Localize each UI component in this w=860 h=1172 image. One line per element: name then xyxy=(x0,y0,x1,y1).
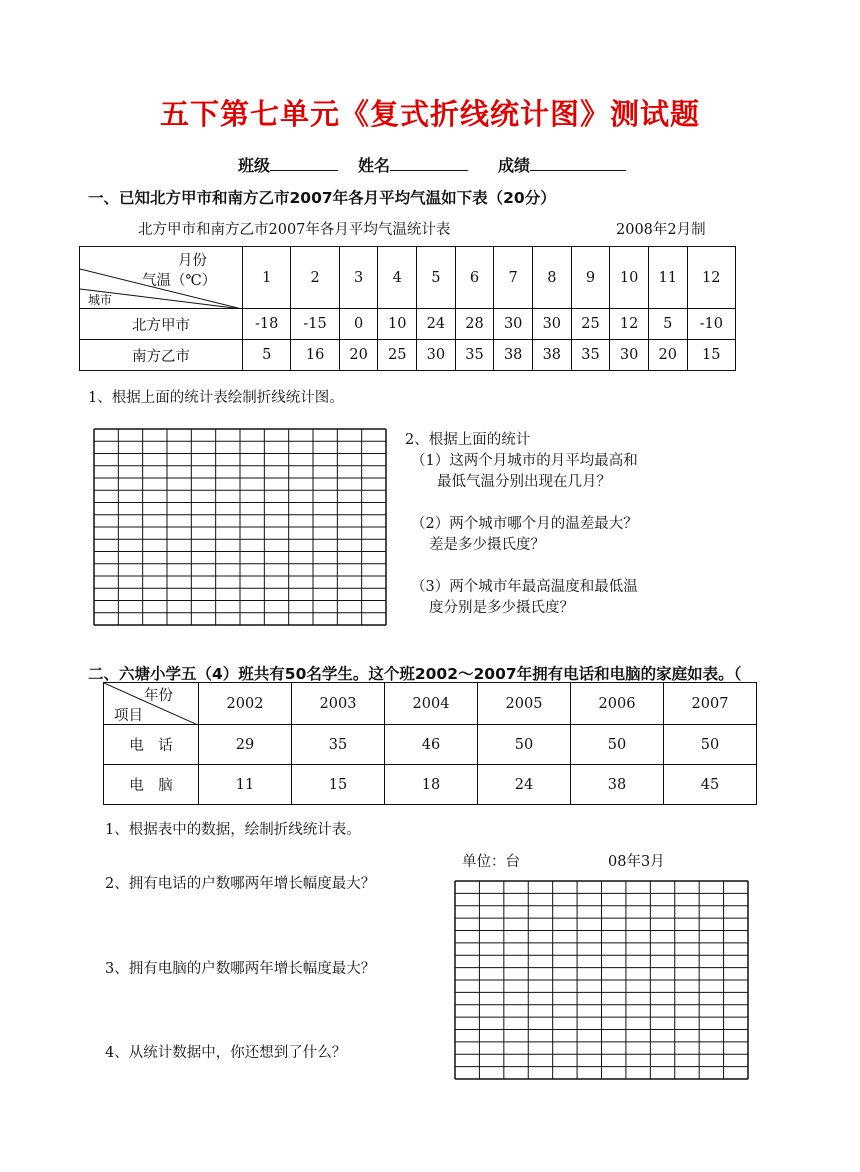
section2-q3: 3、拥有电脑的户数哪两年增长幅度最大？ xyxy=(105,961,376,977)
value-cell: 30 xyxy=(532,309,571,340)
month-cell: 7 xyxy=(494,247,533,309)
value-cell: 30 xyxy=(494,309,533,340)
value-cell: -10 xyxy=(687,309,735,340)
page-title: 五下第七单元《复式折线统计图》测试题 xyxy=(159,97,700,131)
header-month-label: 月份 xyxy=(178,253,207,269)
value-cell: 50 xyxy=(571,725,664,765)
value-cell: 24 xyxy=(478,765,571,805)
month-cell: 2 xyxy=(291,247,339,309)
drawing-grid-1[interactable] xyxy=(93,428,387,626)
score-blank[interactable] xyxy=(530,154,626,171)
section2-q2: 2、拥有电话的户数哪两年增长幅度最大？ xyxy=(105,876,376,892)
value-cell: 11 xyxy=(199,765,292,805)
year-cell: 2007 xyxy=(664,683,757,725)
header-temp-label: 气温（℃） xyxy=(142,273,217,289)
month-cell: 10 xyxy=(610,247,649,309)
value-cell: 38 xyxy=(494,340,533,371)
item-cell: 电 话 xyxy=(104,725,199,765)
year-cell: 2004 xyxy=(385,683,478,725)
value-cell: 25 xyxy=(378,340,417,371)
class-label: 班级 xyxy=(238,156,271,175)
value-cell: 15 xyxy=(687,340,735,371)
month-cell: 4 xyxy=(378,247,417,309)
month-cell: 9 xyxy=(571,247,610,309)
year-cell: 2003 xyxy=(292,683,385,725)
header-item-label: 项目 xyxy=(114,708,143,724)
value-cell: 16 xyxy=(291,340,339,371)
value-cell: 30 xyxy=(417,340,456,371)
table-row xyxy=(104,765,757,805)
value-cell: 38 xyxy=(532,340,571,371)
section1-q2-1b: 最低气温分别出现在几月？ xyxy=(437,474,611,490)
value-cell: 5 xyxy=(648,309,687,340)
section2-heading: 二、六塘小学五（4）班共有50名学生。这个班2002～2007年拥有电话和电脑的家庭如表。（ xyxy=(88,665,742,683)
value-cell: 29 xyxy=(199,725,292,765)
score-label: 成绩 xyxy=(498,156,531,175)
month-cell: 12 xyxy=(687,247,735,309)
item-cell: 电 脑 xyxy=(104,765,199,805)
value-cell: 15 xyxy=(292,765,385,805)
value-cell: 12 xyxy=(610,309,649,340)
value-cell: 38 xyxy=(571,765,664,805)
value-cell: -18 xyxy=(243,309,291,340)
value-cell: 18 xyxy=(385,765,478,805)
score-field[interactable] xyxy=(498,153,626,176)
value-cell: 20 xyxy=(339,340,378,371)
city-cell: 南方乙市 xyxy=(80,340,243,371)
month-cell: 11 xyxy=(648,247,687,309)
table1-date: 2008年2月制 xyxy=(616,222,706,238)
header-year-label: 年份 xyxy=(144,688,173,704)
section1-q2-2b: 差是多少摄氏度？ xyxy=(429,537,545,553)
section1-q2-2a: （2）两个城市哪个月的温差最大？ xyxy=(411,516,638,532)
year-cell: 2006 xyxy=(571,683,664,725)
temperature-table xyxy=(79,246,736,371)
name-field[interactable] xyxy=(358,153,468,176)
section2-unit: 单位：台 xyxy=(462,854,520,870)
value-cell: 10 xyxy=(378,309,417,340)
table-row xyxy=(80,309,736,340)
value-cell: 0 xyxy=(339,309,378,340)
value-cell: 50 xyxy=(478,725,571,765)
value-cell: 46 xyxy=(385,725,478,765)
section1-q2-title: 2、根据上面的统计 xyxy=(405,432,531,448)
value-cell: 35 xyxy=(571,340,610,371)
value-cell: 24 xyxy=(417,309,456,340)
class-field[interactable] xyxy=(238,153,338,176)
section1-q2-3b: 度分别是多少摄氏度？ xyxy=(429,600,574,616)
value-cell: 45 xyxy=(664,765,757,805)
year-cell: 2005 xyxy=(478,683,571,725)
header-city-label: 城市 xyxy=(88,293,113,307)
value-cell: 28 xyxy=(455,309,494,340)
section1-q2-1a: （1）这两个月城市的月平均最高和 xyxy=(411,453,638,469)
city-cell: 北方甲市 xyxy=(80,309,243,340)
section1-q2-3a: （3）两个城市年最高温度和最低温 xyxy=(411,579,638,595)
table-row xyxy=(80,340,736,371)
table-row xyxy=(104,725,757,765)
drawing-grid-2[interactable] xyxy=(454,880,749,1080)
value-cell: 35 xyxy=(292,725,385,765)
section2-q1: 1、根据表中的数据，绘制折线统计表。 xyxy=(105,822,361,838)
month-cell: 8 xyxy=(532,247,571,309)
value-cell: 5 xyxy=(243,340,291,371)
section1-q1: 1、根据上面的统计表绘制折线统计图。 xyxy=(88,390,344,406)
value-cell: 30 xyxy=(610,340,649,371)
value-cell: 20 xyxy=(648,340,687,371)
value-cell: 50 xyxy=(664,725,757,765)
table1-caption: 北方甲市和南方乙市2007年各月平均气温统计表 xyxy=(138,222,451,238)
section1-heading: 一、已知北方甲市和南方乙市2007年各月平均气温如下表（20分） xyxy=(88,189,556,207)
section2-date: 08年3月 xyxy=(608,854,665,870)
temperature-table-header-cell xyxy=(80,247,243,309)
section2-q4: 4、从统计数据中，你还想到了什么？ xyxy=(105,1045,347,1061)
month-cell: 1 xyxy=(243,247,291,309)
household-table xyxy=(103,682,757,805)
name-blank[interactable] xyxy=(390,154,468,171)
month-cell: 6 xyxy=(455,247,494,309)
value-cell: 35 xyxy=(455,340,494,371)
household-table-header-cell xyxy=(104,683,199,725)
name-label: 姓名 xyxy=(358,156,391,175)
value-cell: 25 xyxy=(571,309,610,340)
class-blank[interactable] xyxy=(270,154,338,171)
year-cell: 2002 xyxy=(199,683,292,725)
value-cell: -15 xyxy=(291,309,339,340)
month-cell: 3 xyxy=(339,247,378,309)
month-cell: 5 xyxy=(417,247,456,309)
